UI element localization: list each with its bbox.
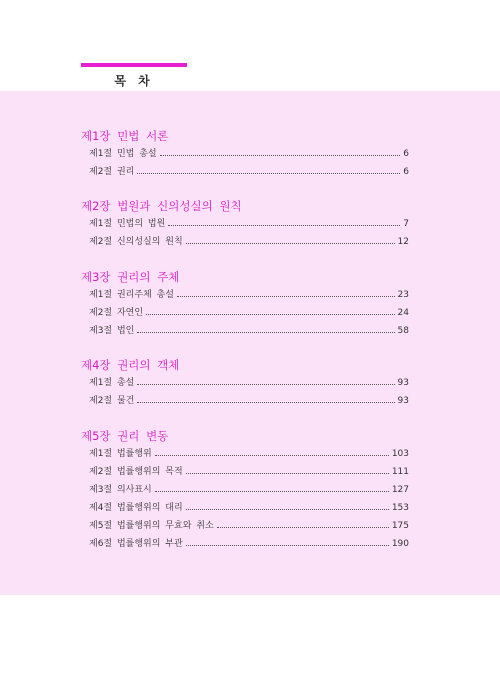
toc-panel — [0, 91, 500, 595]
toc-entry[interactable] — [89, 499, 409, 513]
toc-entry[interactable] — [89, 481, 409, 495]
toc-entry[interactable] — [89, 517, 409, 531]
dot-leader — [186, 472, 389, 474]
dot-leader — [186, 544, 389, 546]
entry-page: 190 — [391, 539, 409, 549]
entry-page: 6 — [403, 167, 409, 177]
entry-label: 제2절 신의성실의 원칙 — [89, 237, 183, 247]
title-accent-bar — [81, 63, 187, 67]
entry-label: 제2절 물건 — [89, 396, 135, 406]
entry-page: 127 — [391, 485, 409, 495]
dot-leader — [137, 172, 400, 174]
dot-leader — [168, 224, 400, 226]
toc-entry[interactable] — [89, 163, 409, 177]
toc-entry[interactable] — [89, 286, 409, 300]
entry-page: 103 — [391, 449, 409, 459]
dot-leader — [217, 526, 389, 528]
toc-entry[interactable] — [89, 145, 409, 159]
dot-leader — [146, 313, 394, 315]
chapter-title: 제4장 권리의 객체 — [81, 358, 180, 372]
toc-entry[interactable] — [89, 374, 409, 388]
entry-page: 175 — [391, 521, 409, 531]
chapter-title: 제3장 권리의 주체 — [81, 270, 180, 284]
toc-entry[interactable] — [89, 322, 409, 336]
toc-entry[interactable] — [89, 215, 409, 229]
entry-page: 58 — [397, 326, 409, 336]
chapter-title: 제5장 권리 변동 — [81, 429, 169, 443]
entry-label: 제3절 의사표시 — [89, 485, 152, 495]
chapter-title: 제2장 법원과 신의성실의 원칙 — [81, 199, 242, 213]
toc-entry[interactable] — [89, 463, 409, 477]
dot-leader — [137, 331, 394, 333]
entry-page: 153 — [391, 503, 409, 513]
entry-page: 24 — [397, 308, 409, 318]
dot-leader — [186, 242, 395, 244]
entry-label: 제3절 법인 — [89, 326, 135, 336]
chapter-title: 제1장 민법 서론 — [81, 129, 169, 143]
entry-label: 제1절 민법 총설 — [89, 149, 157, 159]
entry-page: 7 — [403, 219, 409, 229]
entry-label: 제1절 권리주체 총설 — [89, 290, 175, 300]
entry-label: 제4절 법률행위의 대리 — [89, 503, 183, 513]
entry-label: 제2절 자연인 — [89, 308, 144, 318]
toc-entry[interactable] — [89, 233, 409, 247]
entry-label: 제6절 법률행위의 부관 — [89, 539, 183, 549]
toc-entry[interactable] — [89, 304, 409, 318]
entry-page: 12 — [397, 237, 409, 247]
entry-label: 제2절 법률행위의 목적 — [89, 467, 183, 477]
entry-label: 제1절 법률행위 — [89, 449, 152, 459]
entry-label: 제1절 총설 — [89, 378, 135, 388]
entry-label: 제1절 민법의 법원 — [89, 219, 166, 229]
entry-page: 93 — [397, 378, 409, 388]
entry-label: 제2절 권리 — [89, 167, 135, 177]
dot-leader — [155, 454, 389, 456]
entry-page: 93 — [397, 396, 409, 406]
dot-leader — [137, 383, 394, 385]
toc-entry[interactable] — [89, 445, 409, 459]
toc-title: 목 차 — [114, 74, 154, 88]
entry-label: 제5절 법률행위의 무효와 취소 — [89, 521, 214, 531]
entry-page: 23 — [397, 290, 409, 300]
toc-entry[interactable] — [89, 392, 409, 406]
dot-leader — [160, 154, 401, 156]
dot-leader — [186, 508, 389, 510]
entry-page: 111 — [391, 467, 409, 477]
toc-entry[interactable] — [89, 535, 409, 549]
entry-page: 6 — [403, 149, 409, 159]
dot-leader — [155, 490, 389, 492]
dot-leader — [177, 295, 395, 297]
dot-leader — [137, 401, 394, 403]
